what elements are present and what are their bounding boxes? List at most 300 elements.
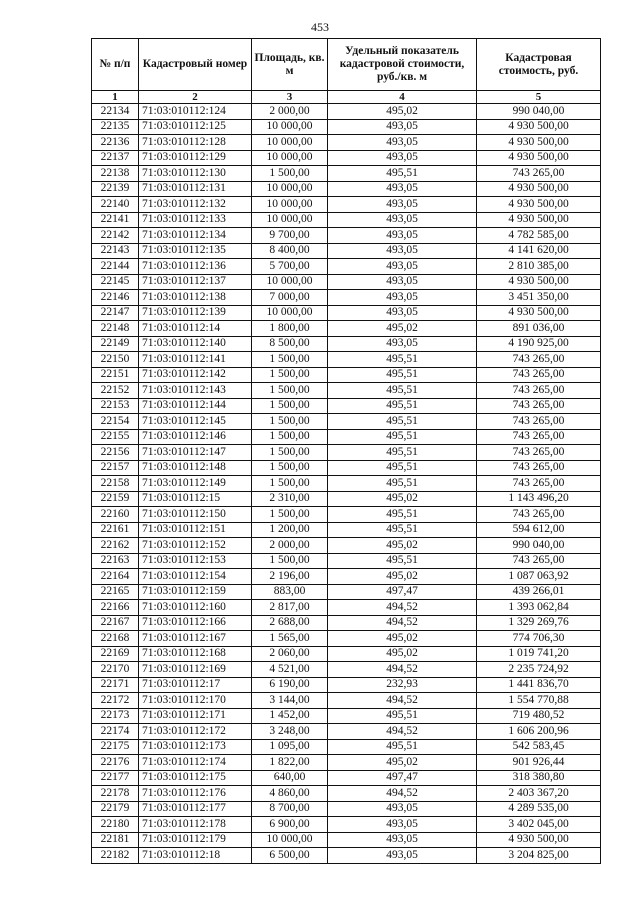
cadastral-value-cell: 2 810 385,00 bbox=[477, 259, 601, 275]
table-row bbox=[92, 677, 601, 693]
area-cell: 1 500,00 bbox=[252, 414, 328, 430]
row-number-cell: 22145 bbox=[92, 274, 139, 290]
table-row bbox=[92, 119, 601, 135]
table-row bbox=[92, 584, 601, 600]
row-number-cell: 22148 bbox=[92, 321, 139, 337]
area-cell: 1 565,00 bbox=[252, 631, 328, 647]
specific-value-cell: 495,51 bbox=[328, 445, 477, 461]
specific-value-cell: 493,05 bbox=[328, 181, 477, 197]
area-cell: 10 000,00 bbox=[252, 150, 328, 166]
header-row-number: № п/п bbox=[92, 39, 139, 91]
cadastral-number-cell: 71:03:010112:174 bbox=[139, 755, 252, 771]
cadastral-value-cell: 4 930 500,00 bbox=[477, 150, 601, 166]
cadastral-number-cell: 71:03:010112:129 bbox=[139, 150, 252, 166]
cadastral-number-cell: 71:03:010112:151 bbox=[139, 522, 252, 538]
row-number-cell: 22147 bbox=[92, 305, 139, 321]
cadastral-number-cell: 71:03:010112:173 bbox=[139, 739, 252, 755]
cadastral-number-cell: 71:03:010112:146 bbox=[139, 429, 252, 445]
cadastral-value-cell: 1 019 741,20 bbox=[477, 646, 601, 662]
table-row bbox=[92, 197, 601, 213]
table-row bbox=[92, 755, 601, 771]
row-number-cell: 22155 bbox=[92, 429, 139, 445]
table-row bbox=[92, 786, 601, 802]
cadastral-number-cell: 71:03:010112:172 bbox=[139, 724, 252, 740]
row-number-cell: 22157 bbox=[92, 460, 139, 476]
row-number-cell: 22173 bbox=[92, 708, 139, 724]
header-area: Площадь, кв. м bbox=[252, 39, 328, 91]
table-row bbox=[92, 476, 601, 492]
specific-value-cell: 495,51 bbox=[328, 367, 477, 383]
cadastral-number-cell: 71:03:010112:14 bbox=[139, 321, 252, 337]
specific-value-cell: 493,05 bbox=[328, 305, 477, 321]
table-row bbox=[92, 336, 601, 352]
cadastral-number-cell: 71:03:010112:166 bbox=[139, 615, 252, 631]
table-row bbox=[92, 414, 601, 430]
column-number: 5 bbox=[477, 91, 601, 104]
specific-value-cell: 497,47 bbox=[328, 770, 477, 786]
area-cell: 2 196,00 bbox=[252, 569, 328, 585]
table-row bbox=[92, 305, 601, 321]
row-number-cell: 22167 bbox=[92, 615, 139, 631]
cadastral-value-cell: 743 265,00 bbox=[477, 383, 601, 399]
cadastral-number-cell: 71:03:010112:138 bbox=[139, 290, 252, 306]
row-number-cell: 22176 bbox=[92, 755, 139, 771]
row-number-cell: 22150 bbox=[92, 352, 139, 368]
area-cell: 883,00 bbox=[252, 584, 328, 600]
specific-value-cell: 493,05 bbox=[328, 212, 477, 228]
area-cell: 1 500,00 bbox=[252, 507, 328, 523]
area-cell: 1 800,00 bbox=[252, 321, 328, 337]
cadastral-value-cell: 743 265,00 bbox=[477, 507, 601, 523]
cadastral-number-cell: 71:03:010112:141 bbox=[139, 352, 252, 368]
table-row bbox=[92, 135, 601, 151]
cadastral-number-cell: 71:03:010112:130 bbox=[139, 166, 252, 182]
table-row bbox=[92, 538, 601, 554]
table-row bbox=[92, 445, 601, 461]
specific-value-cell: 493,05 bbox=[328, 228, 477, 244]
column-number: 4 bbox=[328, 91, 477, 104]
table-row bbox=[92, 398, 601, 414]
table-row bbox=[92, 321, 601, 337]
cadastral-value-cell: 743 265,00 bbox=[477, 460, 601, 476]
cadastral-number-cell: 71:03:010112:15 bbox=[139, 491, 252, 507]
table-row bbox=[92, 848, 601, 864]
area-cell: 6 190,00 bbox=[252, 677, 328, 693]
specific-value-cell: 495,02 bbox=[328, 491, 477, 507]
row-number-cell: 22143 bbox=[92, 243, 139, 259]
row-number-cell: 22181 bbox=[92, 832, 139, 848]
cadastral-number-cell: 71:03:010112:139 bbox=[139, 305, 252, 321]
specific-value-cell: 494,52 bbox=[328, 693, 477, 709]
cadastral-value-cell: 4 190 925,00 bbox=[477, 336, 601, 352]
cadastral-value-cell: 3 451 350,00 bbox=[477, 290, 601, 306]
row-number-cell: 22179 bbox=[92, 801, 139, 817]
row-number-cell: 22141 bbox=[92, 212, 139, 228]
column-number: 2 bbox=[139, 91, 252, 104]
area-cell: 1 500,00 bbox=[252, 166, 328, 182]
area-cell: 3 144,00 bbox=[252, 693, 328, 709]
table-row bbox=[92, 553, 601, 569]
row-number-cell: 22178 bbox=[92, 786, 139, 802]
specific-value-cell: 232,93 bbox=[328, 677, 477, 693]
row-number-cell: 22138 bbox=[92, 166, 139, 182]
table-row bbox=[92, 290, 601, 306]
cadastral-value-cell: 1 393 062,84 bbox=[477, 600, 601, 616]
row-number-cell: 22154 bbox=[92, 414, 139, 430]
area-cell: 1 822,00 bbox=[252, 755, 328, 771]
specific-value-cell: 493,05 bbox=[328, 336, 477, 352]
table-row bbox=[92, 181, 601, 197]
specific-value-cell: 494,52 bbox=[328, 615, 477, 631]
row-number-cell: 22144 bbox=[92, 259, 139, 275]
area-cell: 640,00 bbox=[252, 770, 328, 786]
cadastral-number-cell: 71:03:010112:148 bbox=[139, 460, 252, 476]
specific-value-cell: 495,51 bbox=[328, 739, 477, 755]
area-cell: 10 000,00 bbox=[252, 181, 328, 197]
cadastral-value-cell: 3 402 045,00 bbox=[477, 817, 601, 833]
column-number-row bbox=[92, 91, 601, 104]
cadastral-value-cell: 990 040,00 bbox=[477, 104, 601, 120]
table-row bbox=[92, 739, 601, 755]
cadastral-value-cell: 4 930 500,00 bbox=[477, 305, 601, 321]
area-cell: 7 000,00 bbox=[252, 290, 328, 306]
row-number-cell: 22158 bbox=[92, 476, 139, 492]
specific-value-cell: 495,02 bbox=[328, 538, 477, 554]
area-cell: 8 400,00 bbox=[252, 243, 328, 259]
cadastral-number-cell: 71:03:010112:144 bbox=[139, 398, 252, 414]
cadastral-value-cell: 743 265,00 bbox=[477, 352, 601, 368]
specific-value-cell: 495,51 bbox=[328, 708, 477, 724]
area-cell: 10 000,00 bbox=[252, 135, 328, 151]
cadastral-number-cell: 71:03:010112:179 bbox=[139, 832, 252, 848]
table-row bbox=[92, 522, 601, 538]
cadastral-number-cell: 71:03:010112:178 bbox=[139, 817, 252, 833]
area-cell: 10 000,00 bbox=[252, 305, 328, 321]
cadastral-value-cell: 4 782 585,00 bbox=[477, 228, 601, 244]
page-number: 453 bbox=[311, 20, 329, 34]
table-row bbox=[92, 693, 601, 709]
area-cell: 8 700,00 bbox=[252, 801, 328, 817]
row-number-cell: 22140 bbox=[92, 197, 139, 213]
specific-value-cell: 495,51 bbox=[328, 522, 477, 538]
cadastral-number-cell: 71:03:010112:143 bbox=[139, 383, 252, 399]
cadastral-number-cell: 71:03:010112:134 bbox=[139, 228, 252, 244]
specific-value-cell: 495,51 bbox=[328, 414, 477, 430]
table-row bbox=[92, 460, 601, 476]
area-cell: 1 500,00 bbox=[252, 398, 328, 414]
cadastral-number-cell: 71:03:010112:132 bbox=[139, 197, 252, 213]
area-cell: 1 500,00 bbox=[252, 476, 328, 492]
cadastral-value-cell: 719 480,52 bbox=[477, 708, 601, 724]
cadastral-number-cell: 71:03:010112:124 bbox=[139, 104, 252, 120]
row-number-cell: 22134 bbox=[92, 104, 139, 120]
cadastral-value-cell: 4 930 500,00 bbox=[477, 212, 601, 228]
row-number-cell: 22163 bbox=[92, 553, 139, 569]
row-number-cell: 22162 bbox=[92, 538, 139, 554]
cadastral-number-cell: 71:03:010112:150 bbox=[139, 507, 252, 523]
specific-value-cell: 494,52 bbox=[328, 724, 477, 740]
area-cell: 2 060,00 bbox=[252, 646, 328, 662]
area-cell: 2 817,00 bbox=[252, 600, 328, 616]
specific-value-cell: 494,52 bbox=[328, 786, 477, 802]
cadastral-value-cell: 1 554 770,88 bbox=[477, 693, 601, 709]
area-cell: 9 700,00 bbox=[252, 228, 328, 244]
specific-value-cell: 493,05 bbox=[328, 259, 477, 275]
cadastral-value-cell: 901 926,44 bbox=[477, 755, 601, 771]
cadastral-number-cell: 71:03:010112:175 bbox=[139, 770, 252, 786]
cadastral-number-cell: 71:03:010112:136 bbox=[139, 259, 252, 275]
row-number-cell: 22135 bbox=[92, 119, 139, 135]
row-number-cell: 22153 bbox=[92, 398, 139, 414]
cadastral-number-cell: 71:03:010112:170 bbox=[139, 693, 252, 709]
cadastral-number-cell: 71:03:010112:18 bbox=[139, 848, 252, 864]
row-number-cell: 22136 bbox=[92, 135, 139, 151]
row-number-cell: 22159 bbox=[92, 491, 139, 507]
table-row bbox=[92, 801, 601, 817]
area-cell: 1 200,00 bbox=[252, 522, 328, 538]
cadastral-number-cell: 71:03:010112:160 bbox=[139, 600, 252, 616]
cadastral-number-cell: 71:03:010112:159 bbox=[139, 584, 252, 600]
specific-value-cell: 495,51 bbox=[328, 507, 477, 523]
area-cell: 8 500,00 bbox=[252, 336, 328, 352]
cadastral-value-cell: 743 265,00 bbox=[477, 367, 601, 383]
area-cell: 5 700,00 bbox=[252, 259, 328, 275]
row-number-cell: 22149 bbox=[92, 336, 139, 352]
cadastral-value-cell: 1 087 063,92 bbox=[477, 569, 601, 585]
cadastral-number-cell: 71:03:010112:176 bbox=[139, 786, 252, 802]
specific-value-cell: 495,02 bbox=[328, 104, 477, 120]
table-row bbox=[92, 600, 601, 616]
table-row bbox=[92, 770, 601, 786]
specific-value-cell: 495,51 bbox=[328, 553, 477, 569]
table-row bbox=[92, 212, 601, 228]
area-cell: 1 500,00 bbox=[252, 445, 328, 461]
specific-value-cell: 493,05 bbox=[328, 243, 477, 259]
row-number-cell: 22152 bbox=[92, 383, 139, 399]
row-number-cell: 22166 bbox=[92, 600, 139, 616]
area-cell: 10 000,00 bbox=[252, 274, 328, 290]
cadastral-value-cell: 743 265,00 bbox=[477, 414, 601, 430]
cadastral-value-cell: 743 265,00 bbox=[477, 476, 601, 492]
table-body bbox=[92, 104, 601, 864]
cadastral-value-cell: 891 036,00 bbox=[477, 321, 601, 337]
area-cell: 2 000,00 bbox=[252, 538, 328, 554]
table-row bbox=[92, 367, 601, 383]
cadastral-number-cell: 71:03:010112:149 bbox=[139, 476, 252, 492]
specific-value-cell: 495,02 bbox=[328, 569, 477, 585]
cadastral-number-cell: 71:03:010112:142 bbox=[139, 367, 252, 383]
specific-value-cell: 493,05 bbox=[328, 832, 477, 848]
cadastral-number-cell: 71:03:010112:167 bbox=[139, 631, 252, 647]
table-row bbox=[92, 569, 601, 585]
row-number-cell: 22151 bbox=[92, 367, 139, 383]
row-number-cell: 22180 bbox=[92, 817, 139, 833]
specific-value-cell: 493,05 bbox=[328, 135, 477, 151]
row-number-cell: 22164 bbox=[92, 569, 139, 585]
table-row bbox=[92, 383, 601, 399]
specific-value-cell: 494,52 bbox=[328, 662, 477, 678]
specific-value-cell: 495,51 bbox=[328, 166, 477, 182]
cadastral-value-cell: 3 204 825,00 bbox=[477, 848, 601, 864]
cadastral-value-cell: 2 403 367,20 bbox=[477, 786, 601, 802]
cadastral-value-cell: 4 289 535,00 bbox=[477, 801, 601, 817]
table-row bbox=[92, 708, 601, 724]
cadastral-number-cell: 71:03:010112:145 bbox=[139, 414, 252, 430]
row-number-cell: 22139 bbox=[92, 181, 139, 197]
cadastral-number-cell: 71:03:010112:153 bbox=[139, 553, 252, 569]
table-row bbox=[92, 615, 601, 631]
area-cell: 3 248,00 bbox=[252, 724, 328, 740]
cadastral-value-cell: 990 040,00 bbox=[477, 538, 601, 554]
table-row bbox=[92, 631, 601, 647]
header-cadastral-value: Кадастровая стоимость, руб. bbox=[477, 39, 601, 91]
row-number-cell: 22175 bbox=[92, 739, 139, 755]
row-number-cell: 22170 bbox=[92, 662, 139, 678]
cadastral-number-cell: 71:03:010112:135 bbox=[139, 243, 252, 259]
cadastral-value-cell: 4 930 500,00 bbox=[477, 119, 601, 135]
cadastral-number-cell: 71:03:010112:169 bbox=[139, 662, 252, 678]
cadastral-number-cell: 71:03:010112:125 bbox=[139, 119, 252, 135]
cadastral-value-cell: 743 265,00 bbox=[477, 553, 601, 569]
row-number-cell: 22160 bbox=[92, 507, 139, 523]
row-number-cell: 22137 bbox=[92, 150, 139, 166]
row-number-cell: 22168 bbox=[92, 631, 139, 647]
cadastral-value-cell: 439 266,01 bbox=[477, 584, 601, 600]
table-row bbox=[92, 150, 601, 166]
area-cell: 10 000,00 bbox=[252, 832, 328, 848]
cadastral-value-cell: 1 606 200,96 bbox=[477, 724, 601, 740]
cadastral-value-cell: 743 265,00 bbox=[477, 445, 601, 461]
table-row bbox=[92, 646, 601, 662]
area-cell: 4 860,00 bbox=[252, 786, 328, 802]
table-row bbox=[92, 274, 601, 290]
area-cell: 10 000,00 bbox=[252, 212, 328, 228]
cadastral-number-cell: 71:03:010112:133 bbox=[139, 212, 252, 228]
table-row bbox=[92, 352, 601, 368]
specific-value-cell: 495,02 bbox=[328, 321, 477, 337]
cadastral-number-cell: 71:03:010112:140 bbox=[139, 336, 252, 352]
cadastral-value-cell: 4 930 500,00 bbox=[477, 181, 601, 197]
cadastral-value-cell: 2 235 724,92 bbox=[477, 662, 601, 678]
specific-value-cell: 495,51 bbox=[328, 476, 477, 492]
cadastral-number-cell: 71:03:010112:147 bbox=[139, 445, 252, 461]
cadastral-number-cell: 71:03:010112:131 bbox=[139, 181, 252, 197]
row-number-cell: 22161 bbox=[92, 522, 139, 538]
cadastral-value-cell: 4 930 500,00 bbox=[477, 832, 601, 848]
area-cell: 10 000,00 bbox=[252, 197, 328, 213]
cadastral-value-cell: 743 265,00 bbox=[477, 166, 601, 182]
cadastral-number-cell: 71:03:010112:177 bbox=[139, 801, 252, 817]
cadastral-value-cell: 743 265,00 bbox=[477, 429, 601, 445]
cadastral-value-cell: 4 141 620,00 bbox=[477, 243, 601, 259]
cadastral-number-cell: 71:03:010112:171 bbox=[139, 708, 252, 724]
area-cell: 2 310,00 bbox=[252, 491, 328, 507]
cadastral-value-cell: 318 380,80 bbox=[477, 770, 601, 786]
specific-value-cell: 495,02 bbox=[328, 631, 477, 647]
row-number-cell: 22165 bbox=[92, 584, 139, 600]
header-cadastral-number: Кадастровый номер bbox=[139, 39, 252, 91]
table-row bbox=[92, 507, 601, 523]
table-row bbox=[92, 724, 601, 740]
table-row bbox=[92, 817, 601, 833]
specific-value-cell: 495,02 bbox=[328, 755, 477, 771]
specific-value-cell: 493,05 bbox=[328, 817, 477, 833]
table-row bbox=[92, 832, 601, 848]
row-number-cell: 22146 bbox=[92, 290, 139, 306]
cadastral-value-cell: 1 441 836,70 bbox=[477, 677, 601, 693]
cadastral-value-cell: 1 143 496,20 bbox=[477, 491, 601, 507]
specific-value-cell: 497,47 bbox=[328, 584, 477, 600]
header-row bbox=[92, 39, 601, 91]
row-number-cell: 22156 bbox=[92, 445, 139, 461]
specific-value-cell: 495,51 bbox=[328, 429, 477, 445]
cadastral-number-cell: 71:03:010112:152 bbox=[139, 538, 252, 554]
row-number-cell: 22174 bbox=[92, 724, 139, 740]
column-number: 3 bbox=[252, 91, 328, 104]
area-cell: 1 500,00 bbox=[252, 460, 328, 476]
table-row bbox=[92, 228, 601, 244]
specific-value-cell: 493,05 bbox=[328, 119, 477, 135]
row-number-cell: 22182 bbox=[92, 848, 139, 864]
area-cell: 1 095,00 bbox=[252, 739, 328, 755]
area-cell: 10 000,00 bbox=[252, 119, 328, 135]
cadastral-value-cell: 1 329 269,76 bbox=[477, 615, 601, 631]
area-cell: 1 500,00 bbox=[252, 367, 328, 383]
specific-value-cell: 495,51 bbox=[328, 383, 477, 399]
cadastral-number-cell: 71:03:010112:17 bbox=[139, 677, 252, 693]
cadastral-value-cell: 774 706,30 bbox=[477, 631, 601, 647]
area-cell: 1 500,00 bbox=[252, 383, 328, 399]
table-row bbox=[92, 243, 601, 259]
cadastral-value-cell: 743 265,00 bbox=[477, 398, 601, 414]
cadastral-number-cell: 71:03:010112:168 bbox=[139, 646, 252, 662]
cadastral-number-cell: 71:03:010112:137 bbox=[139, 274, 252, 290]
cadastral-value-cell: 4 930 500,00 bbox=[477, 197, 601, 213]
specific-value-cell: 493,05 bbox=[328, 848, 477, 864]
area-cell: 1 500,00 bbox=[252, 352, 328, 368]
area-cell: 2 000,00 bbox=[252, 104, 328, 120]
specific-value-cell: 493,05 bbox=[328, 290, 477, 306]
cadastral-value-cell: 542 583,45 bbox=[477, 739, 601, 755]
cadastral-number-cell: 71:03:010112:154 bbox=[139, 569, 252, 585]
cadastral-value-cell: 594 612,00 bbox=[477, 522, 601, 538]
row-number-cell: 22177 bbox=[92, 770, 139, 786]
cadastral-number-cell: 71:03:010112:128 bbox=[139, 135, 252, 151]
specific-value-cell: 493,05 bbox=[328, 150, 477, 166]
cadastral-value-cell: 4 930 500,00 bbox=[477, 135, 601, 151]
specific-value-cell: 495,51 bbox=[328, 352, 477, 368]
row-number-cell: 22172 bbox=[92, 693, 139, 709]
specific-value-cell: 495,51 bbox=[328, 460, 477, 476]
area-cell: 2 688,00 bbox=[252, 615, 328, 631]
column-number: 1 bbox=[92, 91, 139, 104]
table-row bbox=[92, 429, 601, 445]
row-number-cell: 22171 bbox=[92, 677, 139, 693]
specific-value-cell: 494,52 bbox=[328, 600, 477, 616]
cadastral-value-cell: 4 930 500,00 bbox=[477, 274, 601, 290]
area-cell: 1 500,00 bbox=[252, 429, 328, 445]
area-cell: 6 500,00 bbox=[252, 848, 328, 864]
area-cell: 1 452,00 bbox=[252, 708, 328, 724]
specific-value-cell: 495,02 bbox=[328, 646, 477, 662]
cadastral-value-table bbox=[91, 38, 601, 864]
header-specific-value: Удельный показатель кадастровой стоимости, руб./кв. м bbox=[328, 39, 477, 91]
row-number-cell: 22142 bbox=[92, 228, 139, 244]
table-row bbox=[92, 104, 601, 120]
table-row bbox=[92, 259, 601, 275]
specific-value-cell: 495,51 bbox=[328, 398, 477, 414]
table-row bbox=[92, 662, 601, 678]
